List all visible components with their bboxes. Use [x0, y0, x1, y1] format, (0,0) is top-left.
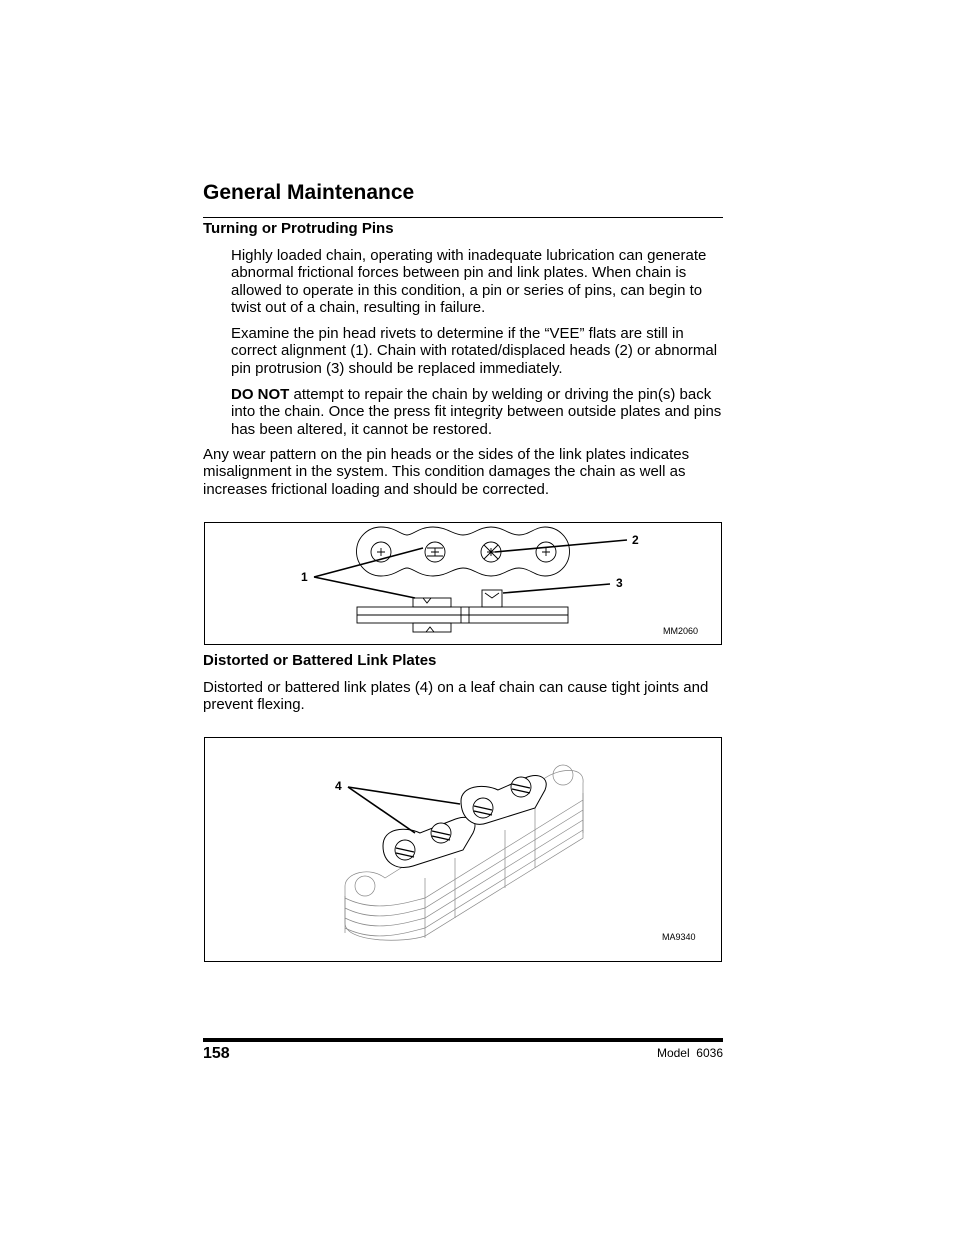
- turning-pins-heading: Turning or Protruding Pins: [203, 220, 394, 237]
- header-rule: [203, 217, 723, 218]
- leaf-chain-figure: [204, 737, 722, 962]
- distorted-plates-paragraph: Distorted or battered link plates (4) on a leaf chain can cause tight joints and prevent flexing.: [203, 679, 709, 714]
- figure-code: MA9340: [662, 932, 696, 942]
- callout-1: 1: [301, 570, 308, 584]
- page-number: 158: [203, 1045, 230, 1062]
- turning-pins-paragraph-1: Highly loaded chain, operating with inadequate lubrication can generate abnormal frictional forces between pin and link plates. When chain is allowed to operate in this condition, a pin or series of pins, can begin to twist out of a chain, resulting in failure.: [231, 247, 707, 316]
- warning-text: attempt to repair the chain by welding or driving the pin(s) back into the chain. Once the press fit integrity between outside plates and pins has been altered, it cannot be restored.: [231, 386, 722, 438]
- chain-pin-figure: [204, 522, 722, 645]
- callout-2: 2: [632, 533, 639, 547]
- do-not-warning: DO NOT: [231, 386, 290, 403]
- turning-pins-paragraph-3: [231, 386, 723, 438]
- figure-code: MM2060: [663, 626, 699, 636]
- callout-3: 3: [616, 576, 623, 590]
- wear-pattern-paragraph: Any wear pattern on the pin heads or the sides of the link plates indicates misalignment in the system. This condition damages the chain as well as increases frictional loading and should be corrected.: [203, 446, 690, 498]
- chain-pin-illustration: [205, 523, 723, 646]
- section-title: General Maintenance: [203, 181, 415, 204]
- turning-pins-paragraph-2: Examine the pin head rivets to determine if the “VEE” flats are still in correct alignment (1). Chain with rotated/displaced heads (2) or abnormal pin protrusion (3) should be replaced immediately.: [231, 325, 718, 377]
- model-label: Model 6036: [656, 1046, 723, 1060]
- distorted-plates-heading: Distorted or Battered Link Plates: [203, 652, 437, 669]
- leaf-chain-illustration: [205, 738, 723, 963]
- footer-rule: [203, 1038, 723, 1042]
- callout-4: 4: [335, 779, 342, 793]
